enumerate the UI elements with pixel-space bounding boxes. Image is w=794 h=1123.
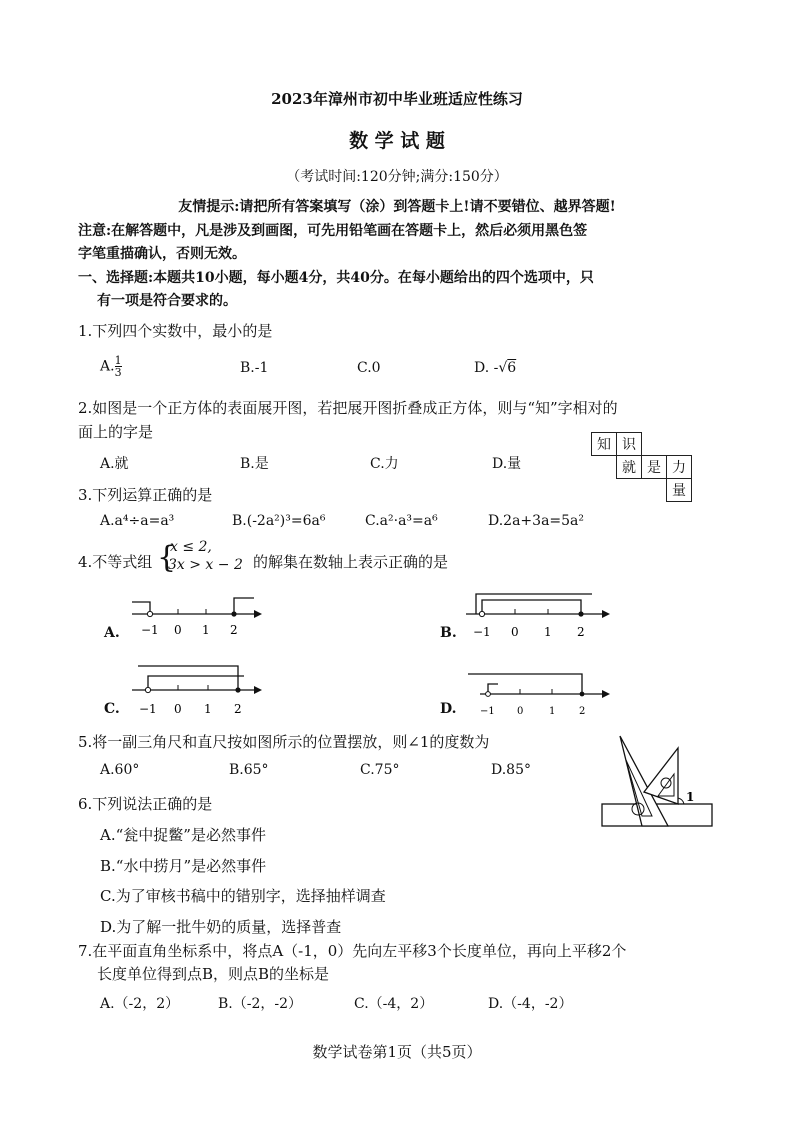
q1-option-c: C.0 xyxy=(357,360,381,376)
q6-option-d: D.为了解一批牛奶的质量，选择普查 xyxy=(100,918,342,936)
tick-label: 0 xyxy=(511,625,519,639)
q1-stem: 1.下列四个实数中，最小的是 xyxy=(78,322,273,340)
friendly-tip: 友情提示:请把所有答案填写（涂）到答题卡上!请不要错位、越界答题! xyxy=(178,199,616,215)
range-left xyxy=(132,602,150,614)
q5-option-c: C.75° xyxy=(360,762,400,778)
tick-label: 1 xyxy=(202,623,210,637)
number-line-d xyxy=(462,670,612,720)
net-cell: 力 xyxy=(667,456,692,479)
q5-option-d: D.85° xyxy=(491,762,531,778)
q1-option-d xyxy=(474,360,516,376)
closed-point xyxy=(235,687,240,692)
tick-label: 2 xyxy=(579,706,586,717)
tick-label: 1 xyxy=(544,625,552,639)
cube-net xyxy=(591,432,692,502)
number-line-b xyxy=(462,590,612,644)
q7-option-c: C.（-4，2） xyxy=(354,996,434,1012)
tick-label: 0 xyxy=(517,706,524,717)
axis-arrow xyxy=(602,690,610,698)
q4-stem-prefix: 4.不等式组 xyxy=(78,553,153,571)
q4-option-c-label: C. xyxy=(104,701,120,717)
range-right xyxy=(138,666,238,690)
tick-label: 2 xyxy=(577,625,585,639)
open-point xyxy=(147,611,152,616)
open-point xyxy=(486,692,491,697)
sqrt-symbol: √ xyxy=(498,360,508,376)
q7-stem-line-2: 长度单位得到点B，则点B的坐标是 xyxy=(97,965,330,983)
q6-option-b: B.“水中捞月”是必然事件 xyxy=(100,857,267,875)
q3-stem: 3.下列运算正确的是 xyxy=(78,486,213,504)
q4-inequality-1: x ≤ 2, xyxy=(170,539,212,555)
tick-label: 2 xyxy=(234,702,242,716)
q1-fraction-num: 1 xyxy=(114,354,122,367)
range-left xyxy=(148,676,244,690)
section-heading-line-1: 一、选择题:本题共10小题，每小题4分，共40分。在每小题给出的四个选项中，只 xyxy=(78,270,594,286)
axis-arrow xyxy=(254,610,262,618)
triangle-ruler-figure xyxy=(600,730,716,830)
net-cell: 就 xyxy=(617,456,642,479)
q2-stem-line-1: 2.如图是一个正方体的表面展开图，若把展开图折叠成正方体，则与“知”字相对的 xyxy=(78,399,618,417)
q7-option-b: B.（-2，-2） xyxy=(218,996,303,1012)
time-info: （考试时间:120分钟;满分:150分） xyxy=(286,169,508,185)
tick-label: −1 xyxy=(141,623,159,637)
q1-option-d-prefix: D. - xyxy=(474,360,499,376)
tick-label: 0 xyxy=(174,702,182,716)
q7-option-a: A.（-2，2） xyxy=(100,996,180,1012)
page-footer: 数学试卷第1页（共5页） xyxy=(312,1043,482,1061)
q4-option-d-label: D. xyxy=(440,701,457,717)
q3-option-a: A.a⁴÷a=a³ xyxy=(100,513,175,529)
closed-point xyxy=(578,611,583,616)
open-point xyxy=(479,611,484,616)
net-cell: 知 xyxy=(592,433,617,456)
q1-option-b: B.-1 xyxy=(240,360,269,376)
attention-line-1: 注意:在解答题中，凡是涉及到画图，可先用铅笔画在答题卡上，然后必须用黑色签 xyxy=(78,223,588,239)
q6-option-c: C.为了审核书稿中的错别字，选择抽样调查 xyxy=(100,887,386,905)
q5-option-b: B.65° xyxy=(229,762,269,778)
net-cell: 量 xyxy=(667,479,692,502)
q1-option-a xyxy=(100,355,122,378)
q1-fraction xyxy=(115,355,122,378)
q3-option-d: D.2a+3a=5a² xyxy=(488,513,585,529)
exam-title: 2023年漳州市初中毕业班适应性练习 xyxy=(271,90,523,108)
closed-point xyxy=(231,611,236,616)
q2-option-c: C.力 xyxy=(370,456,399,472)
range-box xyxy=(482,600,581,614)
attention-line-2: 字笔重描确认，否则无效。 xyxy=(78,246,246,262)
q2-stem-line-2: 面上的字是 xyxy=(78,423,154,441)
section-heading-line-2: 有一项是符合要求的。 xyxy=(97,293,237,309)
q3-option-c: C.a²·a³=a⁶ xyxy=(365,513,438,529)
tick-label: 0 xyxy=(174,623,182,637)
q5-stem: 5.将一副三角尺和直尺按如图所示的位置摆放，则∠1的度数为 xyxy=(78,733,490,751)
closed-point xyxy=(580,692,585,697)
q7-stem-line-1: 7.在平面直角坐标系中，将点A（-1，0）先向左平移3个长度单位，再向上平移2个 xyxy=(78,942,627,960)
net-cell: 是 xyxy=(642,456,667,479)
range-right xyxy=(234,598,254,614)
tick-label: −1 xyxy=(473,625,491,639)
q4-option-a-label: A. xyxy=(104,625,120,641)
tick-label: 1 xyxy=(204,702,212,716)
open-point xyxy=(145,687,150,692)
q6-option-a: A.“瓮中捉鳖”是必然事件 xyxy=(100,826,266,844)
number-line-a xyxy=(126,594,266,644)
q4-option-b-label: B. xyxy=(440,625,457,641)
range-right xyxy=(468,674,582,694)
angle-arc xyxy=(678,798,684,804)
number-line-c xyxy=(126,660,271,722)
net-cell: 识 xyxy=(617,433,642,456)
q2-option-b: B.是 xyxy=(240,456,269,472)
tick-label: 1 xyxy=(549,706,556,717)
q5-option-a: A.60° xyxy=(100,762,140,778)
tick-label: −1 xyxy=(480,706,495,717)
subject-title: 数 学 试 题 xyxy=(349,130,445,152)
angle-label: 1 xyxy=(686,790,695,804)
q1-option-a-prefix: A. xyxy=(100,358,115,375)
tick-label: 2 xyxy=(230,623,238,637)
q2-option-a: A.就 xyxy=(100,456,129,472)
brace-symbol: { xyxy=(157,540,177,575)
q6-stem: 6.下列说法正确的是 xyxy=(78,795,213,813)
q4-inequality-2: 3x > x − 2 xyxy=(168,557,243,573)
range-left xyxy=(476,594,592,614)
q3-option-b: B.(-2a²)³=6a⁶ xyxy=(232,513,326,529)
q4-stem-suffix: 的解集在数轴上表示正确的是 xyxy=(253,553,449,571)
q1-root: 6 xyxy=(507,360,517,376)
q2-option-d: D.量 xyxy=(492,456,522,472)
axis-arrow xyxy=(602,610,610,618)
tick-label: −1 xyxy=(139,702,157,716)
q7-option-d: D.（-4，-2） xyxy=(488,996,573,1012)
axis-arrow xyxy=(254,686,262,694)
q1-fraction-den: 3 xyxy=(114,366,122,379)
